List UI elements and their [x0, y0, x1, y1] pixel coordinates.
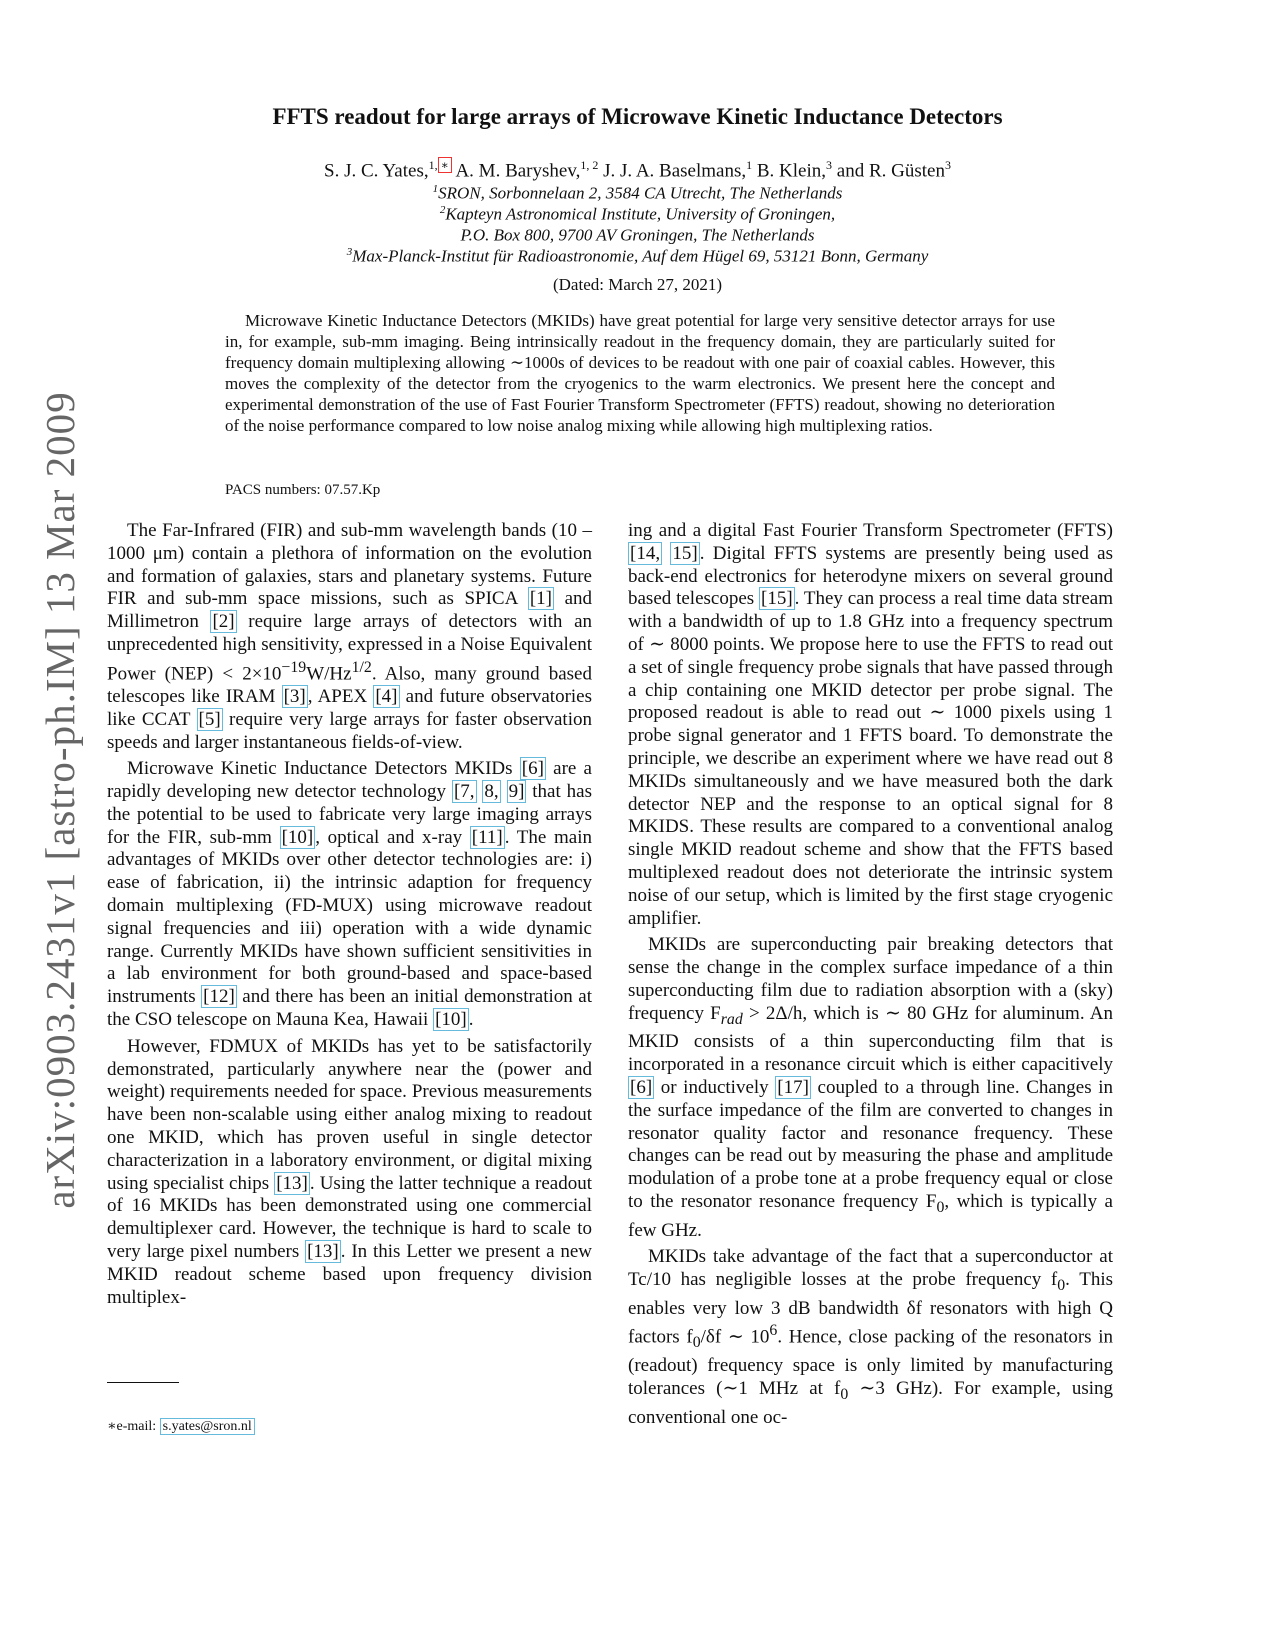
- email-link[interactable]: s.yates@sron.nl: [160, 1418, 255, 1435]
- body-paragraph-4: ing and a digital Fast Fourier Transform Spectrometer (FFTS) [14, 15] . Digital FFTS systems are presently being used as back-end electronics for heterodyne mixers on several ground based telescopes [15] . They can process a real time data stream with a bandwidth of up to 1.8 GHz into a frequency spectrum of ∼ 8000 points. We propose here to use the FFTS to read out a set of single frequency probe signals that have passed through a chip containing one MKID detector per probe signal. The proposed readout is able to read out ∼ 1000 pixels using 1 probe signal generator and 1 FFTS board. To demonstrate the principle, we describe an experiment where we have read out 8 MKIDs simultaneously and we have measured both the dark detector NEP and the response to an optical signal for 8 MKIDS. These results are compared to a conventional analog single MKID readout scheme and show that the FFTS based multiplexed readout does not deteriorate the intrinsic system noise of our setup, which is limited by the first stage cryogenic amplifier.: [628, 520, 1114, 929]
- arxiv-id: arXiv:0903.2431v1 [astro-ph.IM] 13 Mar 2009: [37, 391, 83, 1209]
- right-column: [628, 520, 1113, 1434]
- abstract: Microwave Kinetic Inductance Detectors (MKIDs) have great potential for large very sensitive detector arrays for use in, for example, sub-mm imaging. Being intrinsically readout in the frequency domain, they are particularly suited for frequency domain multiplexing allowing ∼1000s of devices to be readout with one pair of coaxial cables. However, this moves the complexity of the detector from the cryogenics to the warm electronics. We present here the concept and experimental demonstration of the use of Fast Fourier Transform Spectrometer (FFTS) readout, showing no deterioration of the noise performance compared to low noise analog mixing while allowing high multiplexing ratios.: [225, 311, 1055, 435]
- citation-17[interactable]: [17]: [777, 1076, 809, 1098]
- body-paragraph-3: However, FDMUX of MKIDs has yet to be satisfactorily demonstrated, particularly anywhere near the (power and weight) requirements needed for space. Previous measurements have been non-scalable using either analog mixing to readout one MKID, which has proven useful in single detector characterization in a laboratory environment, or digital mixing using specialist chips [13] . Using the latter technique a readout of 16 MKIDs has been demonstrated using one commercial demultiplexer card. However, the technique is hard to scale to very large pixel numbers [13] . In this Letter we present a new MKID readout scheme based upon frequency division multiplex-: [107, 1035, 592, 1308]
- citation-14[interactable]: [14,: [630, 542, 661, 564]
- author-list: S. J. C. Yates,$^{1,}$ ∗ A. M. Baryshev,$^{1, 2}$ J. J. A. Baselmans,$^1$ B. Klein,$^3$ and R. Güsten$^3$: [324, 158, 951, 182]
- body-paragraph-1: The Far-Infrared (FIR) and sub-mm wavelength bands (10 – 1000 μm) contain a plethora of information on the evolution and formation of galaxies, stars and planetary systems. Future FIR and sub-mm space missions, such as SPICA [1] and Millimetron [2] require large arrays of detectors with an unprecedented high sensitivity, expressed in a Noise Equivalent Power $(NEP) < 2\times 10^{-19}W/Hz^{1/2}$. Also, many ground based telescopes like IRAM [3] , APEX [4] and future observatories like CCAT [5] require very large arrays for faster observation speeds and larger instantaneous fields-of-view.: [107, 520, 593, 753]
- citation-5[interactable]: [5]: [198, 708, 221, 730]
- paper-title: FFTS readout for large arrays of Microwave Kinetic Inductance Detectors: [272, 104, 1003, 129]
- citation-11[interactable]: [11]: [471, 826, 503, 848]
- footnote: [107, 1418, 255, 1435]
- affiliation-3: $^3$Max-Planck-Institut für Radioastronomie, Auf dem Hügel 69, 53121 Bonn, Germany: [346, 246, 929, 266]
- dated-line: (Dated: March 27, 2021): [552, 275, 722, 294]
- citation-1[interactable]: [1]: [529, 588, 552, 610]
- citation-9[interactable]: 9]: [508, 781, 525, 803]
- citation-6b[interactable]: [6]: [630, 1076, 653, 1098]
- left-column: [107, 520, 592, 1313]
- author-baryshev: A. M. Baryshev,: [451, 160, 581, 182]
- citation-13b[interactable]: [13]: [307, 1241, 339, 1263]
- corresponding-author-link[interactable]: ∗: [438, 157, 452, 173]
- citation-8[interactable]: 8,: [484, 781, 499, 803]
- author-klein: B. Klein,: [752, 160, 827, 182]
- citation-10b[interactable]: [10]: [435, 1009, 467, 1031]
- body-paragraph-2: Microwave Kinetic Inductance Detectors MKIDs [6] are a rapidly developing new detector technology [7, 8, 9] that has the potential to be used to fabricate very large imaging arrays for the FIR, sub-mm [10] , optical and x-ray [11] . The main advantages of MKIDs over other detector technologies are: i) ease of fabrication, ii) the intrinsic adaption for frequency domain multiplexing (FD-MUX) using microwave readout signal frequencies and iii) operation with a wide dynamic range. Currently MKIDs have shown sufficient sensitivities in a lab environment for both ground-based and space-based instruments [12] and there has been an initial demonstration at the CSO telescope on Mauna Kea, Hawaii [10] .: [107, 758, 592, 1031]
- citation-2[interactable]: [2]: [212, 611, 235, 633]
- citation-7[interactable]: [7,: [453, 781, 475, 803]
- citation-15[interactable]: 15]: [672, 542, 698, 564]
- author-yates: S. J. C. Yates,: [324, 160, 429, 182]
- citation-3[interactable]: [3]: [283, 685, 306, 707]
- citation-12[interactable]: [12]: [203, 986, 235, 1008]
- pacs-numbers: PACS numbers: 07.57.Kp: [225, 482, 381, 498]
- footnote-label: ∗e-mail:: [107, 1419, 160, 1434]
- citation-15b[interactable]: [15]: [761, 588, 793, 610]
- body-paragraph-5: MKIDs are superconducting pair breaking detectors that sense the change in the complex surface impedance of a thin superconducting film due to radiation absorption with a (sky) frequency $F_{rad} > 2\Delta/h$, which is ∼ 80 GHz for aluminum. An MKID consists of a thin superconducting film that is incorporated in a resonance circuit which is either capacitively [6] or inductively [17] coupled to a through line. Changes in the surface impedance of the film are converted to changes in resonator quality factor and resonance frequency. These changes can be read out by measuring the phase and amplitude modulation of a probe tone at a probe frequency equal or close to the resonator resonance frequency $F_0$, which is typically a few GHz.: [628, 934, 1114, 1241]
- affiliation-2-address: P.O. Box 800, 9700 AV Groningen, The Netherlands: [460, 225, 815, 245]
- affiliation-2: $^2$Kapteyn Astronomical Institute, University of Groningen,: [439, 204, 836, 224]
- citation-4[interactable]: [4]: [375, 685, 398, 707]
- affiliation-1: $^1$SRON, Sorbonnelaan 2, 3584 CA Utrecht, The Netherlands: [432, 183, 843, 203]
- citation-6[interactable]: [6]: [521, 758, 544, 780]
- author-baselmans: J. J. A. Baselmans,: [598, 160, 747, 182]
- citation-13[interactable]: [13]: [276, 1172, 308, 1194]
- body-paragraph-6: MKIDs take advantage of the fact that a superconductor at Tc/10 has negligible losses at the probe frequency $f_0$. This enables very low 3 dB bandwidth δf resonators with high Q factors $f_0/\delta f$ ∼ $10^6$. Hence, close packing of the resonators in (readout) frequency space is only limited by manufacturing tolerances (∼1 MHz at $f_0$ ∼3 GHz). For example, using conventional one oc-: [628, 1246, 1113, 1428]
- footnote-rule: [107, 1382, 179, 1383]
- citation-10[interactable]: [10]: [281, 826, 314, 848]
- author-gusten: and R. Güsten: [832, 160, 945, 182]
